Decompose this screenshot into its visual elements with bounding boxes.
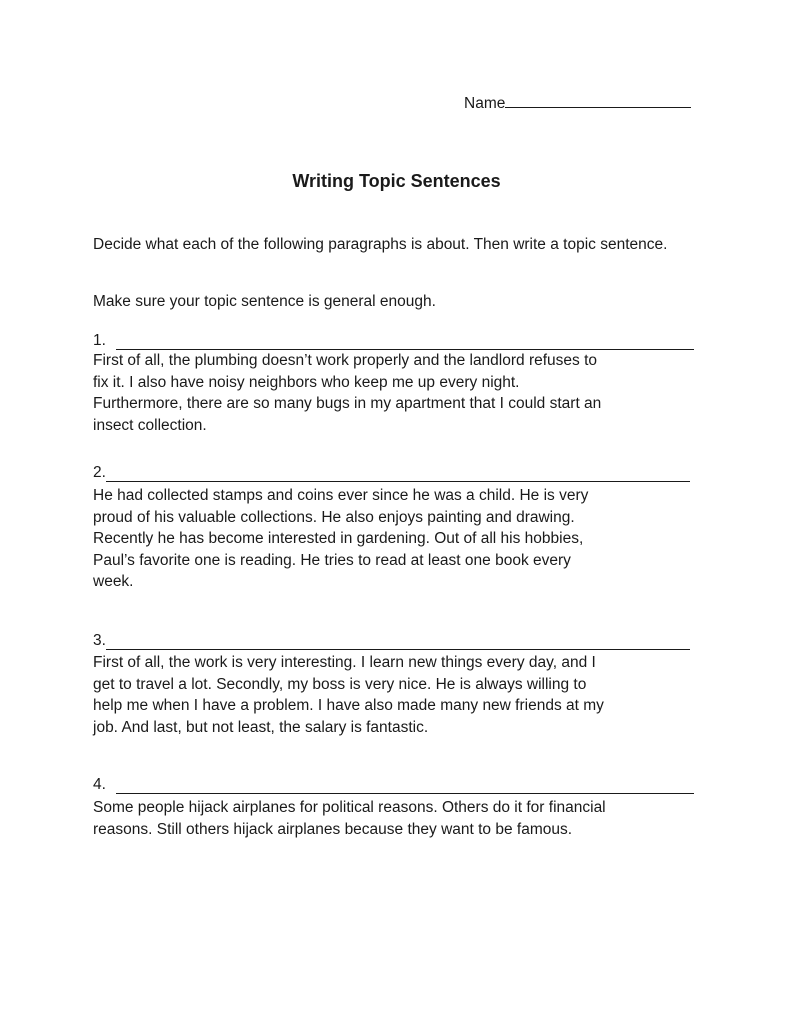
answer-blank[interactable] xyxy=(116,779,694,794)
question-number: 2. xyxy=(93,464,106,481)
name-label: Name xyxy=(464,95,506,112)
question-answer-line[interactable] xyxy=(93,632,690,650)
question-answer-line[interactable] xyxy=(93,332,694,350)
instruction-text: Decide what each of the following paragraphs is about. Then write a topic sentence. xyxy=(93,236,668,253)
name-blank-line[interactable] xyxy=(505,93,691,108)
question-answer-line[interactable] xyxy=(93,464,690,482)
question-answer-line[interactable] xyxy=(93,776,694,794)
question-paragraph: He had collected stamps and coins ever since he was a child. He is very proud of his valuable collections. He also enjoys painting and drawing. Recently he has become interested in gardening. Out of all his hobbies, Paul’s favorite one is reading. He tries to read at least one book every week. xyxy=(93,487,589,590)
question-paragraph: First of all, the work is very interesting. I learn new things every day, and I get to travel a lot. Secondly, my boss is very nice. He is always willing to help me when I have a problem. I have also made many new friends at my job. And last, but not least, the salary is fantastic. xyxy=(93,654,604,736)
answer-blank[interactable] xyxy=(106,467,690,482)
question-number: 4. xyxy=(93,776,106,793)
answer-blank[interactable] xyxy=(116,335,694,350)
question-number: 1. xyxy=(93,332,106,349)
answer-blank[interactable] xyxy=(106,635,690,650)
question-paragraph: Some people hijack airplanes for political reasons. Others do it for financial reasons. Still others hijack airplanes because they want to be famous. xyxy=(93,799,606,838)
page-title: Writing Topic Sentences xyxy=(292,171,501,191)
instruction-text: Make sure your topic sentence is general enough. xyxy=(93,293,436,310)
question-paragraph: First of all, the plumbing doesn’t work properly and the landlord refuses to fix it. I also have noisy neighbors who keep me up every night. Furthermore, there are so many bugs in my apartment that I could start an insect collection. xyxy=(93,352,602,434)
name-field xyxy=(464,93,691,113)
question-number: 3. xyxy=(93,632,106,649)
